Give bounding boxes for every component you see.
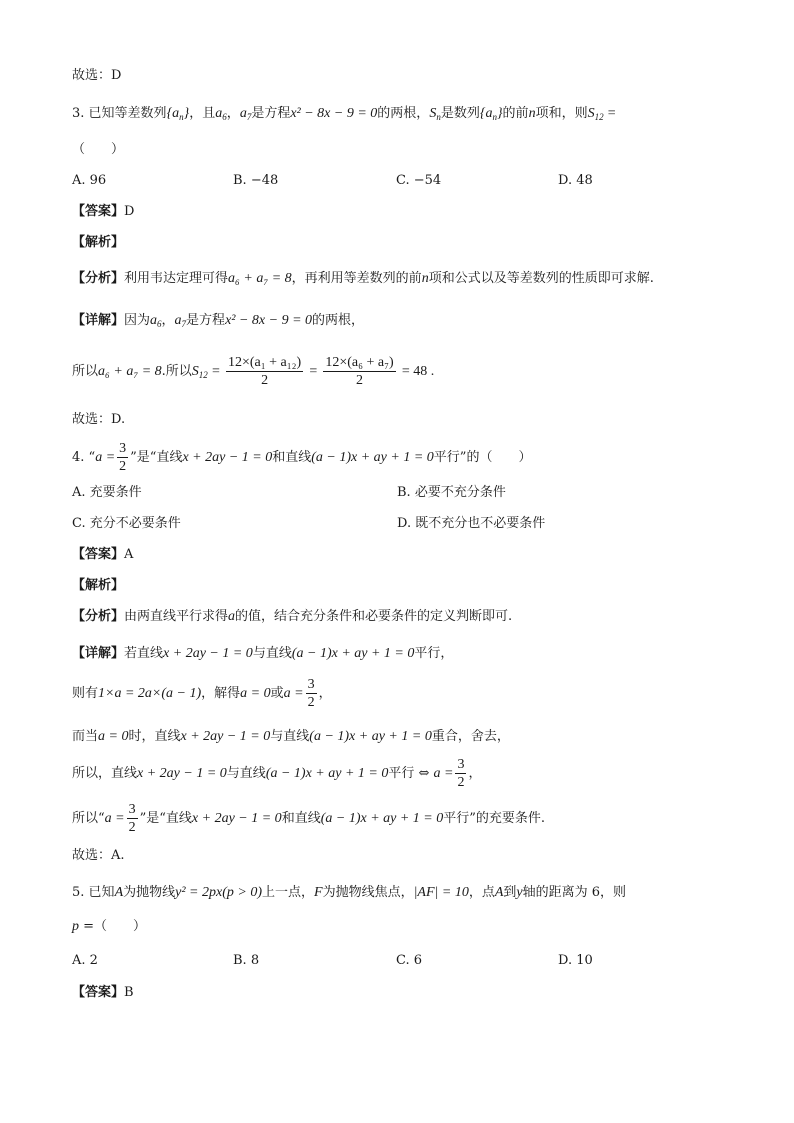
q5-option-c: C. 6: [396, 953, 423, 968]
q5-option-b: B. 8: [233, 953, 260, 968]
q3-option-b: B. −48: [233, 173, 279, 188]
q5-paren: p =（ ）: [72, 919, 147, 934]
q5-answer: 【答案】B: [72, 985, 134, 1000]
q4-option-b: B. 必要不充分条件: [397, 485, 506, 500]
q3-analysis: 【分析】利用韦达定理可得a₆ + a₇ = 8，再利用等差数列的前n项和公式以及等差数列的性质即可求解.: [72, 271, 654, 286]
q3-option-c: C. −54: [396, 173, 442, 188]
q4-reject: 而当a = 0时，直线x + 2ay − 1 = 0与直线(a − 1)x + ay + 1 = 0重合，舍去，: [72, 729, 510, 744]
q4-jiexi-heading: 【解析】: [72, 578, 125, 593]
q5-stem: 5. 已知A为抛物线y² = 2px(p > 0)上一点，F为抛物线焦点，|AF| = 10，点A到y轴的距离为 6，则: [72, 885, 627, 900]
q4-final: 所以“a = $\frac{3}{2}$ ”是“直线x + 2ay − 1 = 0和直线(a − 1)x + ay + 1 = 0平行”的充要条件.: [72, 802, 546, 835]
q4-option-d: D. 既不充分也不必要条件: [397, 516, 546, 531]
q3-answer: 【答案】D: [72, 204, 135, 219]
q3-paren: （ ）: [72, 142, 125, 157]
q3-option-d: D. 48: [558, 173, 593, 188]
q5-option-a: A. 2: [72, 953, 98, 968]
q3-equation: x² − 8x − 9 = 0: [290, 106, 378, 121]
q4-conclusion: 故选：A.: [72, 848, 125, 863]
q3-fraction-2: $\frac{\text{12×(a₆ + a₇)}}{2}$: [325, 355, 394, 388]
q3-derivation: 所以a₆ + a₇ = 8.所以$S_{12}$ = $\frac{\text{12×(a₁ + a₁₂)}}{2}$ = $\frac{\text{12×(a₆ + a₇)}}{2}$ = 48 .: [72, 355, 435, 388]
q4-answer: 【答案】A: [72, 547, 134, 562]
q4-analysis: 【分析】由两直线平行求得a的值，结合充分条件和必要条件的定义判断即可.: [72, 609, 513, 624]
q3-option-a: A. 96: [72, 173, 107, 188]
q4-equivalence: 所以，直线x + 2ay − 1 = 0与直线(a − 1)x + ay + 1 = 0平行 ⇔ a = $\frac{3}{2}$ ，: [72, 757, 482, 790]
q4-solve: 则有1×a = 2a×(a − 1)，解得a = 0或a = $\frac{3}{2}$ ，: [72, 677, 332, 710]
q4-detail: 【详解】若直线x + 2ay − 1 = 0与直线(a − 1)x + ay + 1 = 0平行，: [72, 646, 454, 661]
q3-fraction-1: $\frac{\text{12×(a₁ + a₁₂)}}{2}$: [227, 355, 302, 388]
q3-jiexi-heading: 【解析】: [72, 235, 125, 250]
q3-stem: 3. 已知等差数列$\{a_n\}$，且$a_6$，$a_7$是方程x² − 8x − 9 = 0的两根，$S_n$是数列$\{a_n\}$的前n项和，则$S_{12}$ =: [72, 106, 616, 122]
q3-detail: 【详解】因为$a_6$，$a_7$是方程x² − 8x − 9 = 0的两根，: [72, 313, 365, 329]
q4-option-a: A. 充要条件: [72, 485, 142, 500]
q5-option-d: D. 10: [558, 953, 593, 968]
q4-stem: 4. “a = $\frac{3}{2}$ ”是“直线x + 2ay − 1 = 0和直线(a − 1)x + ay + 1 = 0平行”的（ ）: [72, 441, 532, 474]
q4-option-c: C. 充分不必要条件: [72, 516, 181, 531]
q3-conclusion: 故选：D.: [72, 412, 126, 427]
q2-conclusion: 故选：D: [72, 68, 122, 83]
